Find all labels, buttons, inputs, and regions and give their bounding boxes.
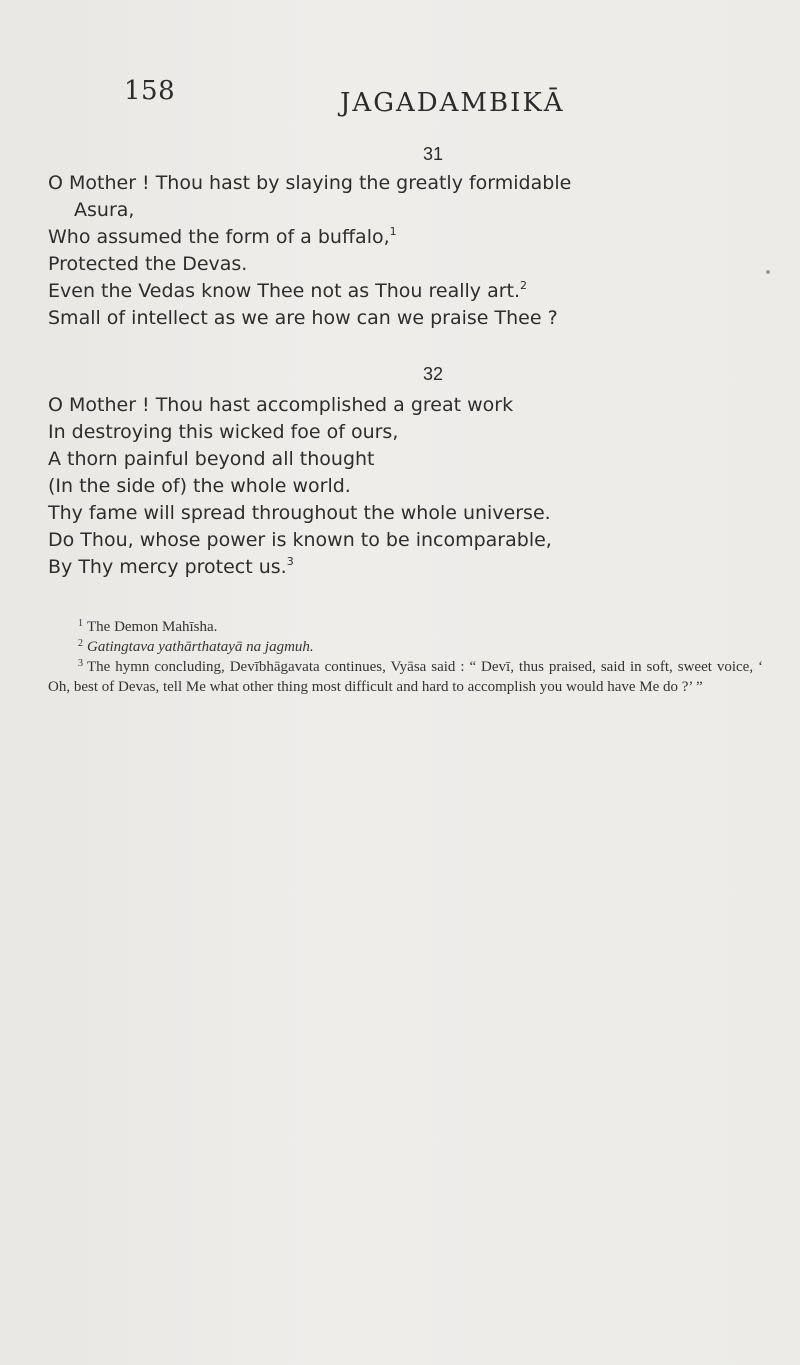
- verse-line: Asura,: [74, 199, 135, 221]
- footnote-number: 3: [78, 658, 83, 669]
- stanza-32: [48, 392, 780, 581]
- footnote: [48, 637, 763, 657]
- footnotes: [48, 617, 763, 697]
- footnote-text: The Demon Mahīsha.: [87, 619, 218, 635]
- footnote-text: The hymn concluding, Devībhāgavata continues, Vyāsa said : “ Devī, thus praised, said in soft, sweet voice, ‘ Oh, best of Devas, tell Me what other thing most difficult and hard to accomplish you would have Me do ?’ ”: [48, 659, 763, 695]
- verse-line: In destroying this wicked foe of ours,: [48, 421, 399, 443]
- verse-line-text: By Thy mercy protect us.: [48, 556, 287, 578]
- verse-line: Do Thou, whose power is known to be incomparable,: [48, 529, 552, 551]
- verse-line: [48, 278, 780, 305]
- verse-line: O Mother ! Thou hast by slaying the greatly formidable: [48, 172, 572, 194]
- footnote-marker[interactable]: 3: [286, 555, 294, 568]
- footnote: [48, 657, 763, 697]
- stanza-number: 31: [422, 144, 444, 164]
- verse-line: Thy fame will spread throughout the whole universe.: [48, 502, 551, 524]
- verse-line-text: Who assumed the form of a buffalo,: [48, 226, 390, 248]
- page-number: 158: [124, 76, 176, 106]
- verse-line-text: Even the Vedas know Thee not as Thou really art.: [48, 280, 521, 302]
- verse-line: A thorn painful beyond all thought: [48, 448, 375, 470]
- footnote-number: 1: [78, 618, 83, 629]
- footnote: [48, 617, 763, 637]
- verse-line: (In the side of) the whole world.: [48, 475, 351, 497]
- verse-line: [48, 554, 780, 581]
- footnote-text: Gatingtava yathārthatayā na jagmuh.: [87, 639, 314, 655]
- stanza-31: [48, 170, 780, 332]
- footnote-marker[interactable]: 2: [520, 279, 528, 292]
- verse-line: [48, 224, 780, 251]
- stanza-number: 32: [422, 364, 444, 384]
- verse-line: Protected the Devas.: [48, 253, 248, 275]
- running-title: JAGADAMBIKĀ: [340, 88, 565, 118]
- footnote-marker[interactable]: 1: [389, 225, 397, 238]
- verse-line: Small of intellect as we are how can we praise Thee ?: [48, 307, 558, 329]
- verse-line: O Mother ! Thou hast accomplished a great work: [48, 394, 514, 416]
- footnote-number: 2: [78, 638, 83, 649]
